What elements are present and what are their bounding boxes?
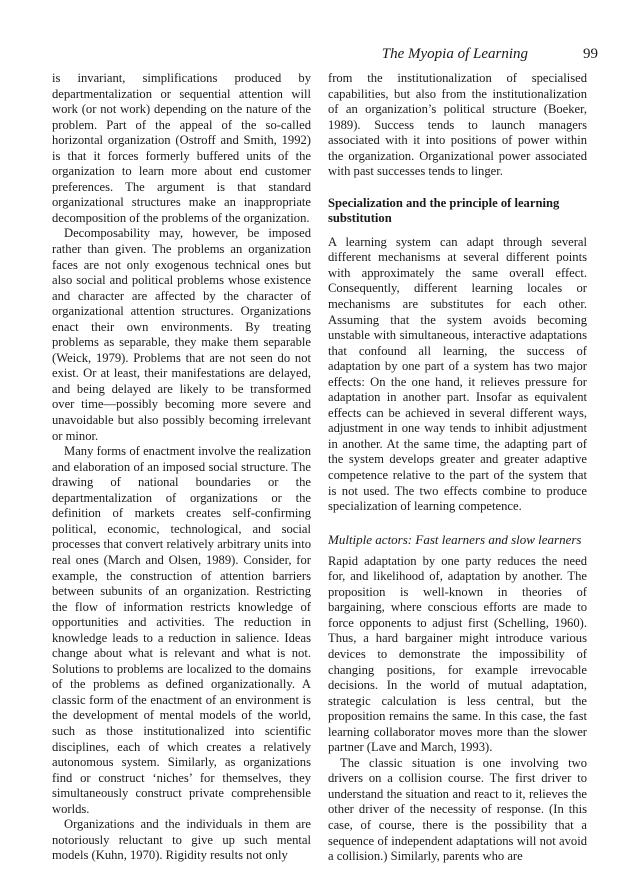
subsection-heading: Multiple actors: Fast learners and slow learners	[328, 531, 582, 547]
section-heading: Specialization and the principle of learning substitution	[328, 195, 560, 226]
paragraph: Organizations and the individuals in them are notoriously reluctant to give up such mental models (Kuhn, 1970). Rigidity results not only	[52, 817, 311, 863]
running-title: The Myopia of Learning	[381, 46, 528, 62]
paragraph: Rapid adaptation by one party reduces the need for, and likelihood of, adaptation by another. The proposition is well-known in theories of bargaining, where conscious efforts are made to force opponents to adjust first (Schelling, 1960). Thus, a hard bargainer might introduce various devices to demonstrate the impossibility of changing positions, for example irrevocable decisions. In the world of mutual adaptation, strategic calculation is less central, but the proposition remains the same. In this case, the fast learning collaborator moves more than the slower partner (Lave and March, 1993).	[328, 553, 587, 755]
paragraph: A learning system can adapt through several different mechanisms at several different points with approximately the same overall effect. Consequently, different learning locales or mechanisms are substitutes for each other. Assuming that the system avoids becoming unstable with simultaneous, interactive adaptations that confound all learning, the success of adaptation by one part of a system has two major effects: On the one hand, it relieves pressure for adaptation in another part. Insofar as equivalent effects can be achieved in several different ways, adjustment in one way tends to inhibit adjustment in another. At the same time, the adapting part of the system develops greater and greater adaptive competence relative to the part of the system that is not used. The two effects combine to produce specialization of learning competence.	[328, 234, 587, 514]
paragraph: from the institutionalization of specialised capabilities, but also from the institutionalization of an organization’s political structure (Boeker, 1989). Success tends to launch managers associated with it into positions of power within the organization. Organizational power associated with past successes tends to linger.	[328, 71, 587, 179]
left-column	[52, 71, 311, 864]
paragraph: The classic situation is one involving two drivers on a collision course. The first driver to understand the situation and react to it, relieves the other driver of the necessity of response. (In this case, of course, there is the possibility that a sequence of independent adaptations will not avoid a collision.) Similarly, parents who are	[328, 755, 587, 864]
running-header	[0, 42, 598, 66]
paragraph: Decomposability may, however, be imposed rather than given. The problems an organization faces are not only exogenous technical ones but also social and political problems whose existence and character are affected by the character of organizational attention structures. Organizations enact their own environments. By treating problems as separable, they make them separable (Weick, 1979). Problems that are not seen do not exist. Or at least, their manifestations are delayed, and being delayed are likely to be transformed over time—possibly becoming more severe and unavoidable but also possibly becoming irrelevant or minor.	[52, 226, 311, 443]
paragraph: is invariant, simplifications produced by departmentalization or sequential attention will work (or not work) depending on the nature of the problem. Part of the appeal of the so-called horizontal organization (Ostroff and Smith, 1992) is that it forces formerly buffered units of the organization to learn more about end customer preferences. The argument is that standard organizational structures make an inappropriate decomposition of the problems of the organization.	[52, 71, 311, 225]
paragraph: Many forms of enactment involve the realization and elaboration of an imposed social structure. The drawing of national boundaries or the departmentalization of organizations or the definition of markets creates self-confirming political, economic, technological, and social processes that convert relatively arbitrary units into real ones (March and Olsen, 1989). Consider, for example, the construction of attention barriers between subunits of an organization. Restricting the flow of information restricts knowledge of opportunities and activities. The reduction in knowledge leads to a reduction in salience. Ideas change about what is relevant and what is not. Solutions to problems are localized to the domains of the problems as defined organizationally. A classic form of the enactment of an environment is the development of mental models of the world, such as those institutionalized into scientific disciplines, each of which creates a relatively autonomous system. Similarly, as organizations find or construct ‘niches’ for themselves, they simultaneously construct private comprehensible worlds.	[52, 444, 311, 816]
right-column	[328, 71, 587, 865]
page-number: 99	[583, 46, 598, 62]
